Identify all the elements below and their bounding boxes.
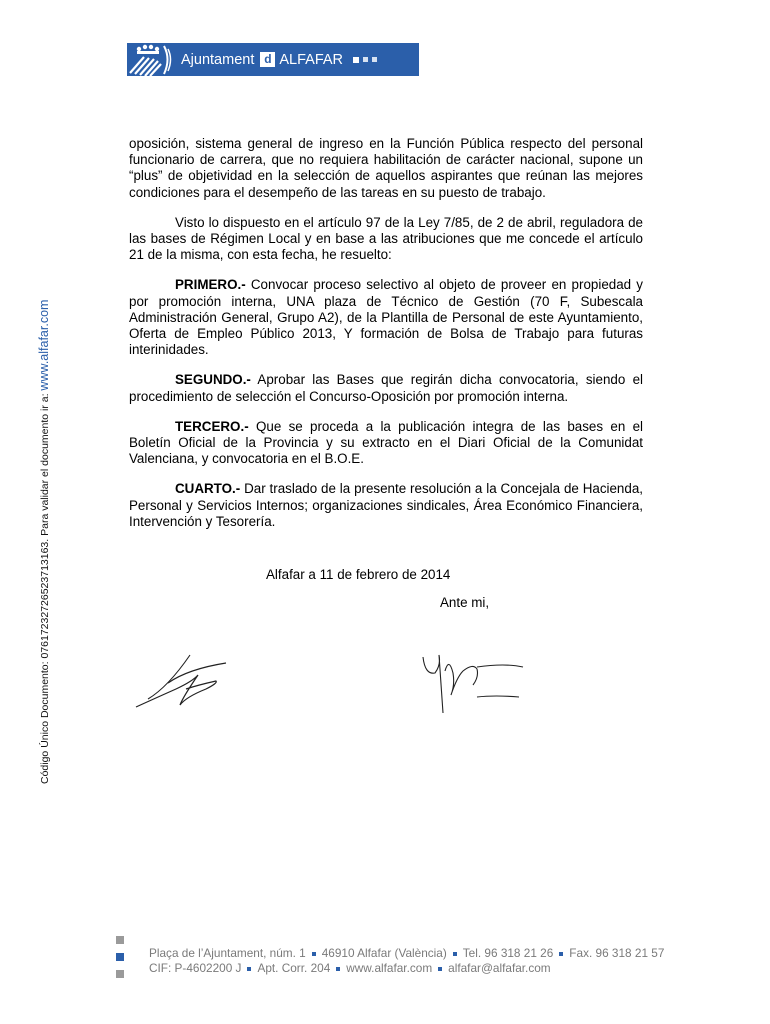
footer-cif: CIF: P-4602200 J — [149, 961, 242, 975]
place-date: Alfafar a 11 de febrero de 2014 — [266, 567, 451, 582]
validation-note-text: Código Único Documento: 07617232726523713163. Para validar el documento ir a: — [39, 390, 51, 784]
paragraph-heading: SEGUNDO.- — [175, 372, 251, 388]
signature-secretary — [415, 645, 535, 725]
letterhead-title — [181, 52, 377, 68]
paragraph-text: Visto lo dispuesto en el artículo 97 de la Ley 7/85, de 2 de abril, reguladora de las bases de Régimen Local y en base a las atribuciones que me concede el artículo 21 de la misma, con esta fecha, he resuelto: — [129, 214, 643, 263]
paragraph-heading: PRIMERO.- — [175, 277, 246, 293]
letterhead-brand: Ajuntament — [181, 51, 255, 68]
validation-link[interactable]: www.alfafar.com — [37, 299, 51, 391]
paragraph-heading: TERCERO.- — [175, 418, 249, 434]
paragraph-text: Que se proceda a la publicación integra de las bases en el Boletín Oficial de la Provincia y su extracto en el Diari Oficial de la Comunidat Valenciana, y convocatoria en el B.O.E. — [129, 418, 643, 467]
paragraph-heading: CUARTO.- — [175, 481, 241, 497]
paragraph — [129, 215, 643, 264]
footer-line-1 — [149, 946, 664, 961]
paragraph-text: Dar traslado de la presente resolución a la Concejala de Hacienda, Personal y Servicios Internos; organizaciones sindicales, Área Económico Financiera, Intervención y Tesorería. — [129, 481, 643, 529]
footer-square-icon — [116, 936, 124, 944]
footer-line-2 — [149, 961, 664, 976]
letterhead-banner — [127, 43, 419, 76]
footer-square-icon — [116, 953, 124, 961]
footer-square-icon — [116, 970, 124, 978]
ante-mi-label: Ante mi, — [440, 595, 490, 610]
logo-mark-icon: d — [260, 52, 275, 67]
decorative-dots — [353, 57, 377, 63]
paragraph — [129, 136, 643, 201]
footer-address — [149, 946, 664, 976]
paragraph-tercero — [129, 419, 643, 468]
paragraph-cuarto — [129, 481, 643, 530]
town-crest-icon — [127, 43, 173, 76]
footer-email-link[interactable]: alfafar@alfafar.com — [448, 961, 551, 975]
footer-website-link[interactable]: www.alfafar.com — [346, 961, 433, 975]
paragraph-segundo — [129, 372, 643, 404]
validation-note — [37, 300, 51, 784]
paragraph-primero — [129, 277, 643, 358]
signature-mayor — [128, 645, 238, 720]
footer-decoration — [116, 936, 124, 987]
paragraph-text: Aprobar las Bases que regirán dicha convocatoria, siendo el procedimiento de selección el Concurso-Oposición por promoción interna. — [129, 372, 643, 404]
footer-phone: Tel. 96 318 21 26 — [462, 946, 554, 960]
paragraph-text: Convocar proceso selectivo al objeto de proveer en propiedad y por promoción interna, UNA plaza de Técnico de Gestión (70 F, Subescala Administración General, Grupo A2), de la Plantilla de Personal de este Ayuntamiento, Oferta de Empleo Público 2013, Y formación de Bolsa de Trabajo para futuras interinidades. — [129, 277, 643, 358]
footer-address-city: 46910 Alfafar (València) — [321, 946, 447, 960]
letterhead-town: ALFAFAR — [279, 51, 344, 68]
footer-address-street: Plaça de l’Ajuntament, núm. 1 — [149, 946, 306, 960]
paragraph-text: oposición, sistema general de ingreso en la Función Pública respecto del personal funcionario de carrera, que no requiera habilitación de carácter nacional, supone un “plus” de objetividad en la selección de aquellos aspirantes que reúnan las mejores condiciones para el desempeño de las tareas en su puesto de trabajo. — [129, 136, 643, 200]
footer-po-box: Apt. Corr. 204 — [257, 961, 331, 975]
footer-fax: Fax. 96 318 21 57 — [569, 946, 665, 960]
document-body — [129, 136, 643, 544]
